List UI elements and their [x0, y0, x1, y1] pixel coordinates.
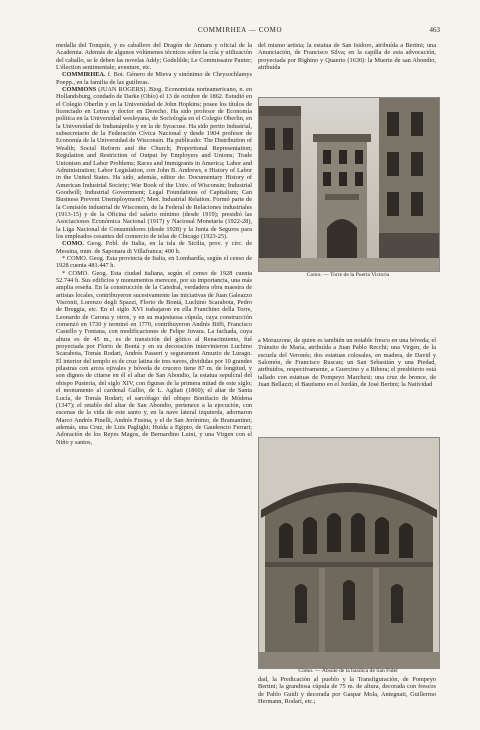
right-column-top — [258, 42, 436, 94]
paragraph-text: a Morazzone, de quien es también un notable fresco en una bóveda; el Tránsito de María, atribuída a Juan Pablo Recchi; una Virgen, de la escuela del Veronés; dos estatuas colosales, en madera, de David y Salomón, de Francisco Ruscau; un San Sebastián y una Piedad, atribuídos, respectivamente, a Guercino y a Ribera; el presbiterio está tallado con estatuas de Pompeyo Marchesi; una cruz de bronce, de Juan Bellazzi; el Bautismo en el Jordán, de José Bertini; la Natividad — [258, 337, 436, 389]
entry — [56, 86, 252, 240]
paragraph — [258, 42, 436, 71]
entry-text: f. Bot. Género de Mieva y sinónimo de Chrysochlamys Poepp., en la familia de las gutíferas. — [56, 71, 252, 86]
entry — [56, 71, 252, 86]
photo-torre-puerta-victoria — [258, 97, 440, 272]
paragraph — [56, 270, 252, 446]
paragraph-text: * COMO. Geog. Esta provincia de Italia, en Lombardía, según el censo de 1928 cuenta 481.447 h. — [56, 254, 252, 270]
paragraph-text: del mismo artista; la estatua de San Isidoro, atribuída a Bertini; una Anunciación, de Francisco Silva; en la capilla de esta advocación, proyectada por Righino y Quaerio (1630): la Muerte de san Abondio, atribuída — [258, 42, 436, 72]
header-title: COMMIRHEA — COMO — [197, 26, 283, 34]
right-column-bottom — [258, 676, 436, 726]
paragraph — [56, 255, 252, 270]
entry-head: COMMIRHEA. — [62, 71, 106, 79]
paragraph — [258, 676, 436, 705]
entry-text: (JUAN ROGERS). Biog. Economista norteamericano, n. en Hollandsburg, condado de Darke (Ohío) el 13 de octubre de 1862. Estudió en el Colegio Oberlin y en la Universidad de John Hopkins; posee los títulos de licenciado en Letras y doctor en Derecho. Ha sido profesor de Economía política en la Universidad wesleyana, de Sociología en el Colegio Oberlin, en la Universidad de Indianápolis y en la de Syracuse. Ha sido perito industrial, subsecretario de la Federación Cívica Nacional y desde 1904 profesor de Economía de la Universidad de Wisconsin. Ha publicado: The Distribution of Wealth; Social Reform and the Church; Proportional Representation; Regulation and Restriction of Output by Employers and Unions; Trade Unionism and Labor Problems; Races and Immigrants in America; Labor and Administration; Labor Legislation, con John B. Andrews, e History of Labor in the United States. Ha sido, además, editor de: Documentary History of American Industrial Society; War Book of the Univ. of Wisconsin; Industrial Goodwill; Industrial Government; Legal Foundations of Capitalism; Can Business Prevent Unemployment?; Men. Industrial Relation. Formó parte de la Comisión industrial de Wisconsin, de la Federal de Relaciones industriales (1913-15) y de la Oficina del salario mínimo (desde 1919); presidió las Asociaciones Económica Nacional (1917) y Nacional Monetaria (1922-28), la Liga Nacional de Consumidores (desde 1928) y la Junta de Seguros para los empleados cesantes del comercio de telas de Chicago (1923-25). — [56, 86, 252, 240]
right-column-middle — [258, 337, 436, 433]
photo-caption: Como. — Ábside de la basílica de San Fidel — [298, 668, 398, 674]
entry-head: COMMONS — [62, 86, 97, 94]
entry-text: Geog. Pobl. de Italia, en la isla de Sicilia, prov. y circ. de Messina, mun. de Saponara di Villafranca; 400 h. — [56, 240, 252, 255]
entry — [56, 240, 252, 255]
paragraph — [56, 42, 252, 71]
entry-head: COMO. — [62, 240, 84, 248]
paragraph — [258, 337, 436, 388]
paragraph-text: medalla del Tonquín, y es caballero del Dragón de Annam y oficial de la Academia. Además de algunos volúmenes técnicos sobre la cría y utilización del caballo, se le deben las novelas Addy; Godelilde; Le Commissaire Panier; L'élection sentimentale; aventure, etc. — [56, 42, 252, 72]
paragraph-text: * COMO. Geog. Esta ciudad italiana, según el censo de 1928 cuenta 52.744 h. Sus edificios y monumentos merecen, por su importancia, una más amplia reseña. En la construcción de la Catedral, verdadera obra maestra de artistas locales, contribuyeron sucesivamente las iniciativas de Juan Galeazzo Visconti, Lorenzo degli Spazzi, Florio de Bontá, Luchino Scarabota, Pedro de Breggia, etc. En el siglo XVI trabajaron en ella Franchino della Torre, Leonardo de Carona y otros, y en su majestuosa cúpula, cuya construcción comenzó en 1730 y terminó en 1770, contribuyeron Andrés Biffi, Francisco Castello y Fontana, con modificaciones de Felipe Juvara. La fachada, cuya altura es de 45 m., es de transición del gótico al Renacimiento, fué proyectada por Florio de Bontá y en su decoración intervinieron Luchino Scarabota, Tomás Rodari, Andrés Passeri y segurament Amuzio de Lurago. El interior del templo es de cruz latina de tres naves, divididas por 10 grandes pilastras con arcos ojivales y bóveda de crucero tiene 87 m. de longitud, y son dignos de citarse en él el altar de San Abondio, la estatua sepulcral del obispo Pusteria, del siglo XIV, con figuras de la primera mitad de este siglo; el monumento al cardenal Gallio, de L. Agliati (1860); el altar de Santa Lucía, de Tomás Rodari; el sarcófago del obispo Bonifacio de Módena (1347); el retablo del altar de San Abondio, pertenece a la ejecución, con escenas de la vida de este santo y, en la nave lateral izquierda, adornaron Marco Andrés Pinelli, Andrés Fusina, y el de San Jerónimo, de Bramantino; además, una Cruz, de Luis Paglighi; Huída a Egipto, de Gaudencio Ferrari; Adoración de los Reyes Magos, de Bernardino Luini, y una Virgen con el Niño y santos, — [56, 269, 252, 446]
paragraph-text: dad, la Predicación al pueblo y la Transfiguración, de Pompeyo Bertini; la grandiosa cúpula de 75 m. de altura, decorada con frescos de Pablo Guidi y decorada por Gaspar Mola, Antegnati, Guillermo Hermann, Rodari, etc.; — [258, 676, 436, 706]
photo-caption: Como. — Torre de la Puerta Victoria — [306, 272, 390, 278]
photo-abside-san-fidel — [258, 437, 440, 669]
running-header — [0, 26, 480, 38]
page-number: 463 — [429, 26, 440, 34]
left-column — [56, 42, 252, 670]
